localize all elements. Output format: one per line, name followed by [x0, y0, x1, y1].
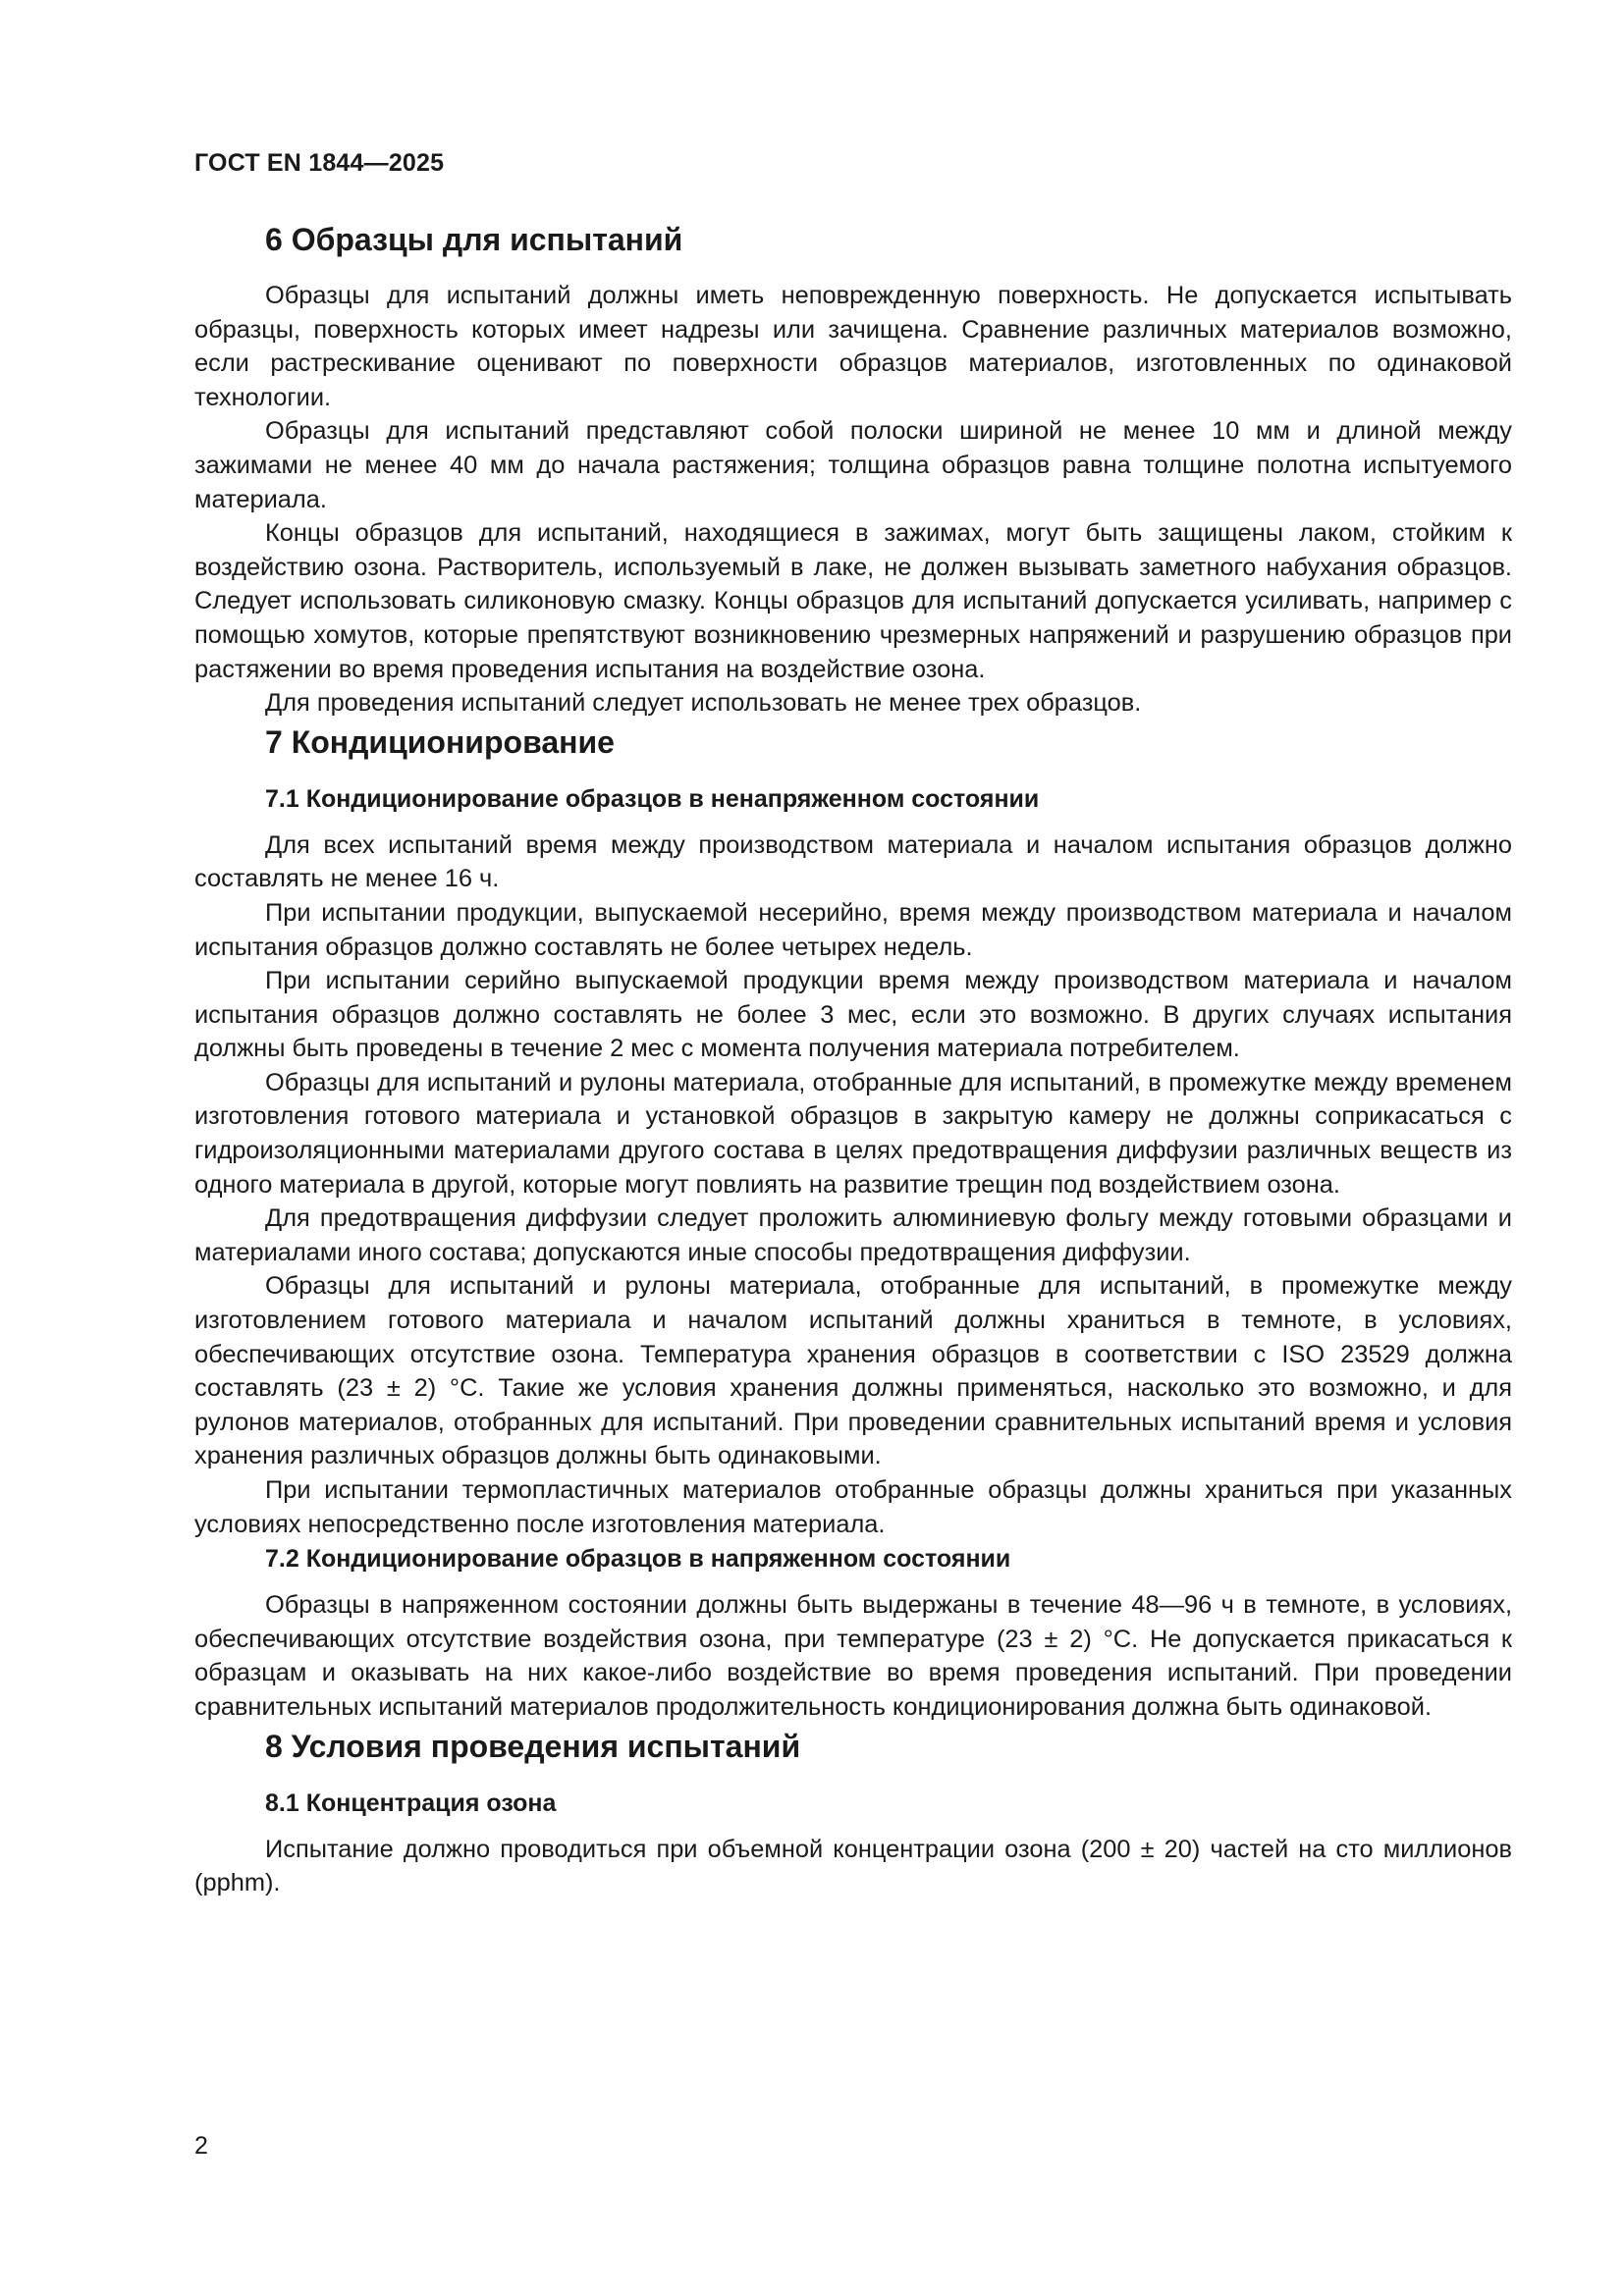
section-6-paragraph-4: Для проведения испытаний следует использовать не менее трех образцов. — [265, 689, 1142, 718]
section-6-paragraph-1: Образцы для испытаний должны иметь неповрежденную поверхность. Не допускается испытывать образцы, поверхность которых имеет надрезы или зачищена. Сравнение различных материалов возможно, если растрескивание оценивают по поверхности образцов материалов, изготовленных по одинаковой технологии. — [194, 282, 1512, 411]
page-number: 2 — [194, 2132, 208, 2160]
section-8-heading: 8 Условия проведения испытаний — [265, 1728, 801, 1764]
subsection-7-1-paragraph-1: Для всех испытаний время между производством материала и началом испытания образцов должно составлять не менее 16 ч. — [194, 830, 1512, 893]
subsection-7-1-paragraph-4: Образцы для испытаний и рулоны материала, отобранные для испытаний, в промежутке между временем изготовления готового материала и установкой образцов в закрытую камеру не должны соприкасаться с гидроизоляционными материалами другого состава в целях предотвращения диффузии различных веществ из одного материала в другой, которые могут повлиять на развитие трещин под воздействием озона. — [194, 1068, 1512, 1199]
subsection-7-1-paragraph-5: Для предотвращения диффузии следует проложить алюминиевую фольгу между готовыми образцами и материалами иного состава; допускаются иные способы предотвращения диффузии. — [194, 1204, 1512, 1266]
standard-designation-header: ГОСТ EN 1844—2025 — [194, 149, 445, 177]
subsection-7-1-paragraph-6: Образцы для испытаний и рулоны материала, отобранные для испытаний, в промежутке между изготовлением готового материала и началом испытаний должны храниться в темноте, в условиях, обеспечивающих отсутствие озона. Температура хранения образцов в соответствии с ISO 23529 должна составлять (23 ± 2) °C. Такие же условия хранения должны применяться, насколько это возможно, и для рулонов материалов, отобранных для испытаний. При проведении сравнительных испытаний время и условия хранения различных образцов должны быть одинаковыми. — [194, 1272, 1512, 1470]
subsection-8-1-heading: 8.1 Концентрация озона — [265, 1789, 557, 1817]
subsection-7-1-paragraph-3: При испытании серийно выпускаемой продукции время между производством материала и началом испытания образцов должно составлять не более 3 мес, если это возможно. В других случаях испытания должны быть проведены в течение 2 мес с момента получения материала потребителем. — [194, 967, 1512, 1063]
subsection-7-1-paragraph-7: При испытании термопластичных материалов отобранные образцы должны храниться при указанных условиях непосредственно после изготовления материала. — [194, 1476, 1512, 1538]
page-content — [194, 218, 1512, 1900]
section-6-paragraph-2: Образцы для испытаний представляют собой полоски шириной не менее 10 мм и длиной между зажимами не менее 40 мм до начала растяжения; толщина образцов равна толщине полотна испытуемого материала. — [194, 417, 1512, 513]
subsection-8-1-paragraph-1: Испытание должно проводиться при объемной концентрации озона (200 ± 20) частей на сто миллионов (pphm). — [194, 1835, 1512, 1897]
subsection-7-2-paragraph-1: Образцы в напряженном состоянии должны быть выдержаны в течение 48—96 ч в темноте, в условиях, обеспечивающих отсутствие воздействия озона, при температуре (23 ± 2) °C. Не допускается прикасаться к образцам и оказывать на них какое-либо воздействие во время проведения испытаний. При проведении сравнительных испытаний материалов продолжительность кондиционирования должна быть одинаковой. — [194, 1591, 1512, 1721]
subsection-7-1-heading: 7.1 Кондиционирование образцов в ненапряженном состоянии — [265, 784, 1040, 813]
section-6-paragraph-3: Концы образцов для испытаний, находящиеся в зажимах, могут быть защищены лаком, стойким к воздействию озона. Растворитель, используемый в лаке, не должен вызывать заметного набухания образцов. Следует использовать силиконовую смазку. Концы образцов для испытаний допускается усиливать, например с помощью хомутов, которые препятствуют возникновению чрезмерных напряжений и разрушению образцов при растяжении во время проведения испытания на воздействие озона. — [194, 519, 1512, 683]
section-7-heading: 7 Кондиционирование — [265, 723, 615, 760]
subsection-7-1-paragraph-2: При испытании продукции, выпускаемой несерийно, время между производством материала и началом испытания образцов должно составлять не более четырех недель. — [194, 898, 1512, 961]
subsection-7-2-heading: 7.2 Кондиционирование образцов в напряженном состоянии — [265, 1545, 1011, 1574]
section-6-heading: 6 Образцы для испытаний — [265, 222, 683, 257]
